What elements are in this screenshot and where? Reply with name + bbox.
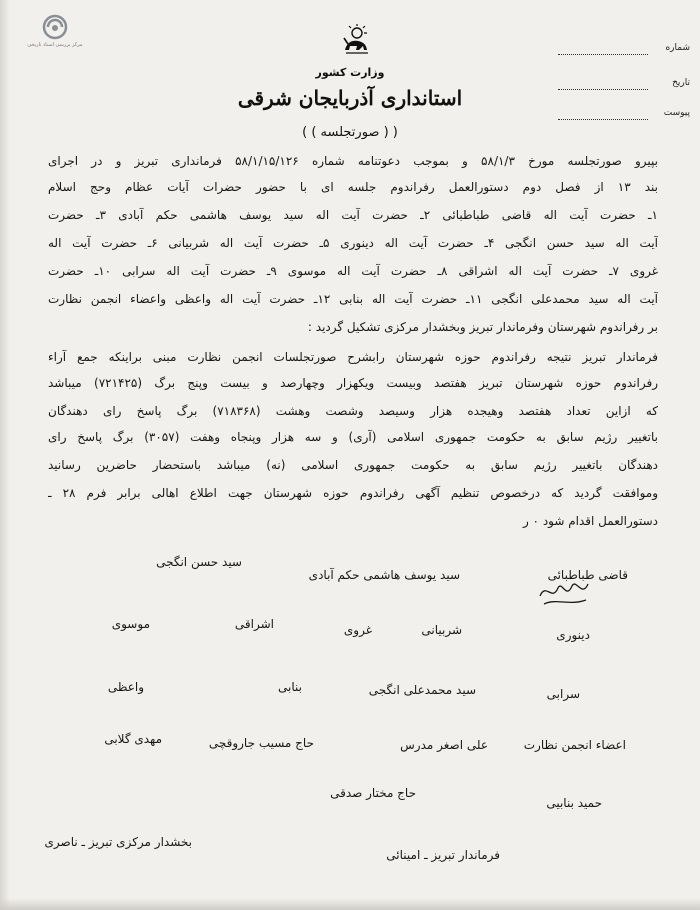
archive-logo-icon (42, 14, 68, 40)
watermark-text: مرکز بررسی اسناد تاریخی (27, 42, 83, 48)
body-line-4: آیت اله سید حسن انگجی ۴ـ حضرت آیت اله دینوری ۵ـ حضرت آیت اله شربیانی ۶ـ حضرت آیت اله (48, 236, 658, 250)
attachment-field (558, 108, 696, 122)
signature-sarabi: سرابی (546, 687, 580, 701)
scan-shadow-bottom (0, 898, 700, 910)
signature-mousavi: موسوی (111, 617, 150, 631)
signature-mohammadali-angaji: سید محمدعلی انگجی (368, 683, 476, 697)
body-line-2: بند ۱۳ از فصل دوم دستورالعمل رفراندوم جلسه ای با حضور حضرات آیات عظام وحج اسلام (48, 180, 658, 194)
number-line (558, 54, 648, 55)
signature-bonabi: بنابی (278, 680, 302, 694)
signature-dinvari: دینوری (556, 628, 590, 642)
office-title: استانداری آذربایجان شرقی (237, 86, 463, 110)
ministry-title: وزارت کشور (315, 66, 385, 79)
number-label: شماره (665, 43, 690, 53)
signature-haj-mokhtar: حاج مختار صدقی (330, 786, 416, 800)
signature-vaezi: واعظی (107, 680, 144, 694)
body-line-10: که ازاین تعداد هفتصد وهیجده هزار وسیصد وشصت وهشت (۷۱۸۳۶۸) برگ پاسخ رای دهندگان (48, 404, 658, 418)
lion-sun-emblem-icon (340, 24, 372, 56)
body-line-1: بپیرو صورتجلسه مورخ ۵۸/۱/۳ و بموجب دعوتنامه شماره ۵۸/۱/۱۵/۱۲۶ فرمانداری تبریز و در اجرای (48, 154, 658, 168)
body-line-13: وموافقت گردید که درخصوص تنظیم آگهی رفراندوم حوزه شهرستان جهت اطلاع اهالی برابر فرم ۲۸ ـ (48, 486, 658, 500)
archive-watermark (10, 14, 100, 48)
signature-sharbiani: شربیانی (421, 623, 462, 637)
body-line-3: ۱ـ حضرت آیت اله قاضی طباطبائی ۲ـ حضرت آیت اله سید یوسف هاشمی حکم آبادی ۳ـ حضرت (48, 208, 658, 222)
body-line-9: رفراندوم حوزه شهرستان تبریز هفتصد وبیست ویکهزار وچهارصد و بیست وپنج برگ (۷۲۱۴۲۵) میباشد (48, 376, 658, 390)
body-line-6: آیت اله سید محمدعلی انگجی ۱۱ـ حضرت آیت اله بنابی ۱۲ـ حضرت آیت اله واعظی واعضاء انجمن نظارت (48, 292, 658, 306)
body-line-7: بر رفراندوم شهرستان وفرماندار تبریز وبخشدار مرکزی تشکیل گردید : (307, 320, 658, 334)
body-line-12: دهندگان باتغییر رژیم سابق به حکومت جمهوری اسلامی (نه) میباشد باستحضار حاضرین رسانید (48, 458, 658, 472)
body-line-8: فرماندار تبریز نتیجه رفراندوم حوزه شهرستان رابشرح صورتجلسات انجمن نظارت مبنی براینکه جمع آراء (48, 350, 658, 364)
signature-qazi: قاضی طباطبائی (547, 568, 628, 582)
signature-bakhshdar: بخشدار مرکزی تبریز ـ ناصری (44, 835, 192, 849)
attachment-line (558, 119, 648, 120)
signature-mehdi: مهدی گلابی (104, 732, 162, 746)
signature-gharavi: غروی (343, 623, 372, 637)
document-type: ( ( صورتجلسه ) ) (302, 125, 398, 140)
body-line-14: دستورالعمل اقدام شود ٠ ر (522, 514, 658, 528)
body-line-5: غروی ۷ـ حضرت آیت اله اشراقی ۸ـ حضرت آیت اله موسوی ۹ـ حضرت آیت اله سرابی ۱۰ـ حضرت (48, 264, 658, 278)
attachment-label: پیوست (663, 108, 690, 118)
body-line-11: باتغییر رژیم سابق به حکومت جمهوری اسلامی (آری) و سه هزار وپنجاه وهفت (۳۰۵۷) برگ پاسخ رای (48, 430, 658, 444)
date-label: تاریخ (672, 78, 690, 88)
signature-eshraqi: اشراقی (234, 617, 274, 631)
signature-ali-asghar: علی اصغر مدرس (400, 738, 488, 752)
signature-council-members: اعضاء انجمن نظارت (523, 738, 626, 752)
signature-hashemi: سید یوسف هاشمی حکم آبادی (308, 568, 460, 582)
handwritten-signature-icon (536, 572, 596, 612)
signature-angaji: سید حسن انگجی (156, 555, 242, 569)
number-field (558, 43, 696, 57)
signature-hamid: حمید بنابیی (546, 796, 602, 810)
signature-haj-mosayeb: حاج مسیب جاروقچی (208, 736, 314, 750)
signature-farmandar: فرماندار تبریز ـ امینائی (386, 848, 500, 862)
